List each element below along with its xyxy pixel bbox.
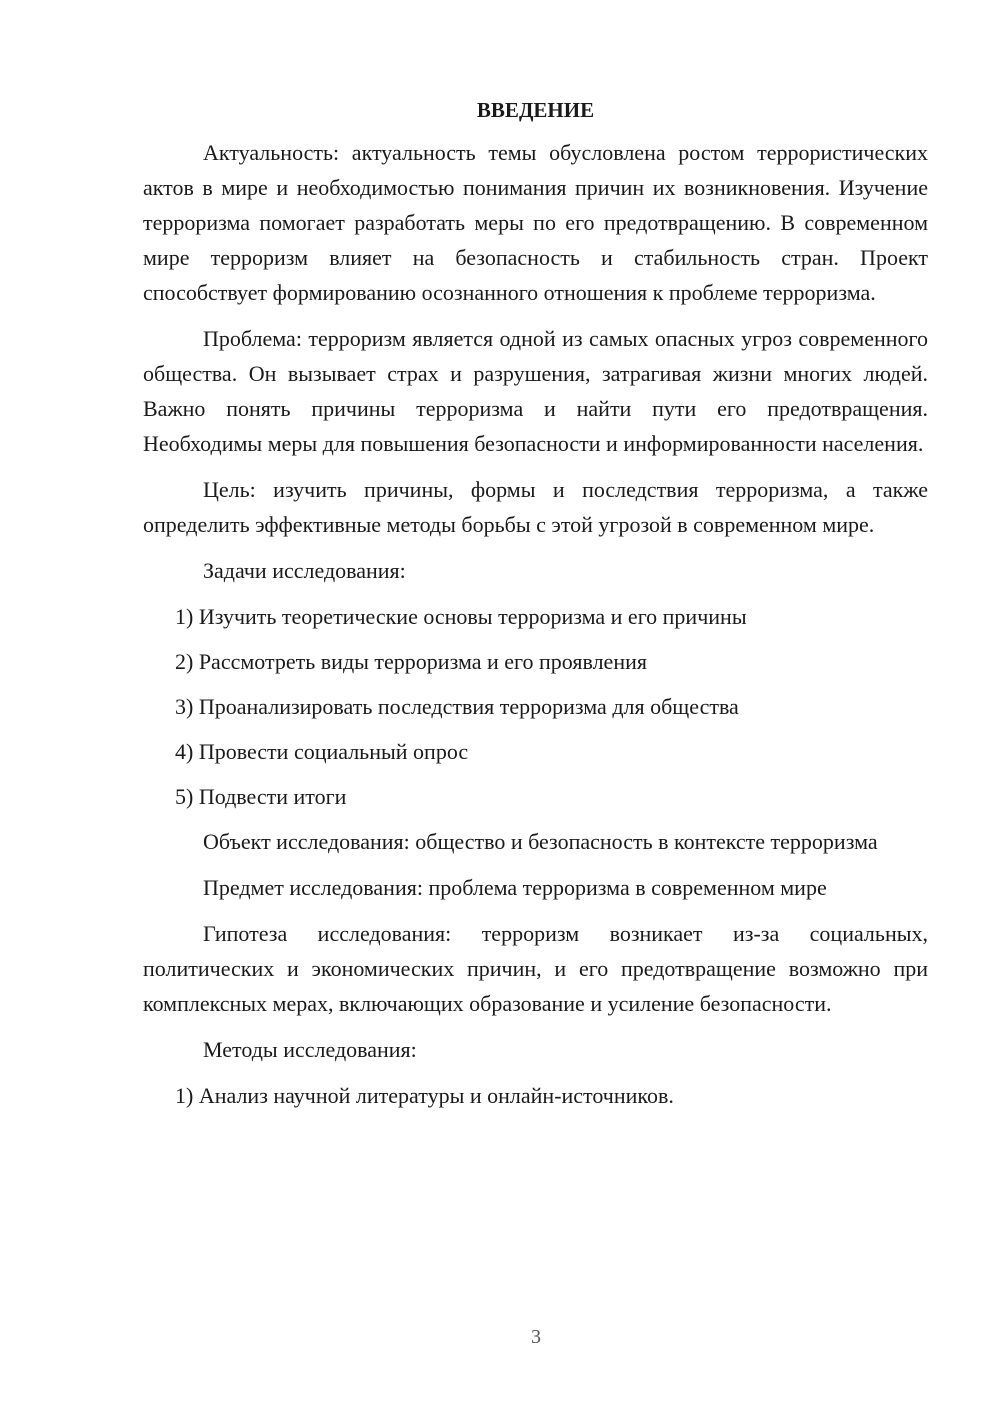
- subject-paragraph: Предмет исследования: проблема терроризма в современном мире: [203, 875, 827, 900]
- tasks-title: Задачи исследования:: [203, 558, 406, 583]
- task-item: 1) Изучить теоретические основы терроризма и его причины: [175, 604, 747, 629]
- section-heading: ВВЕДЕНИЕ: [476, 98, 595, 122]
- goal-paragraph: Цель: изучить причины, формы и последствия терроризма, а также определить эффективные методы борьбы с этой угрозой в современном мире.: [143, 477, 928, 537]
- page-number: 3: [531, 1326, 541, 1348]
- task-item: 2) Рассмотреть виды терроризма и его проявления: [175, 649, 647, 674]
- method-item: 1) Анализ научной литературы и онлайн-источников.: [175, 1083, 674, 1108]
- relevance-paragraph: Актуальность: актуальность темы обусловлена ростом террористических актов в мире и необходимостью понимания причин их возникновения. Изучение терроризма помогает разработать меры по его предотвращению. В современном мире терроризм влияет на безопасность и стабильность стран. Проект способствует формированию осознанного отношения к проблеме терроризма.: [143, 140, 928, 305]
- tasks-list: [143, 599, 928, 814]
- methods-list: [143, 1078, 928, 1113]
- task-item: 5) Подвести итоги: [175, 784, 347, 809]
- task-item: 3) Проанализировать последствия терроризма для общества: [175, 694, 739, 719]
- methods-title: Методы исследования:: [203, 1037, 417, 1062]
- page-content: [143, 96, 928, 1123]
- hypothesis-paragraph: Гипотеза исследования: терроризм возникает из-за социальных, политических и экономических причин, и его предотвращение возможно при комплексных мерах, включающих образование и усиление безопасности.: [143, 921, 928, 1016]
- problem-paragraph: Проблема: терроризм является одной из самых опасных угроз современного общества. Он вызывает страх и разрушения, затрагивая жизни многих людей. Важно понять причины терроризма и найти пути его предотвращения. Необходимы меры для повышения безопасности и информированности населения.: [143, 326, 928, 456]
- task-item: 4) Провести социальный опрос: [175, 739, 469, 764]
- object-paragraph: Объект исследования: общество и безопасность в контексте терроризма: [203, 829, 878, 854]
